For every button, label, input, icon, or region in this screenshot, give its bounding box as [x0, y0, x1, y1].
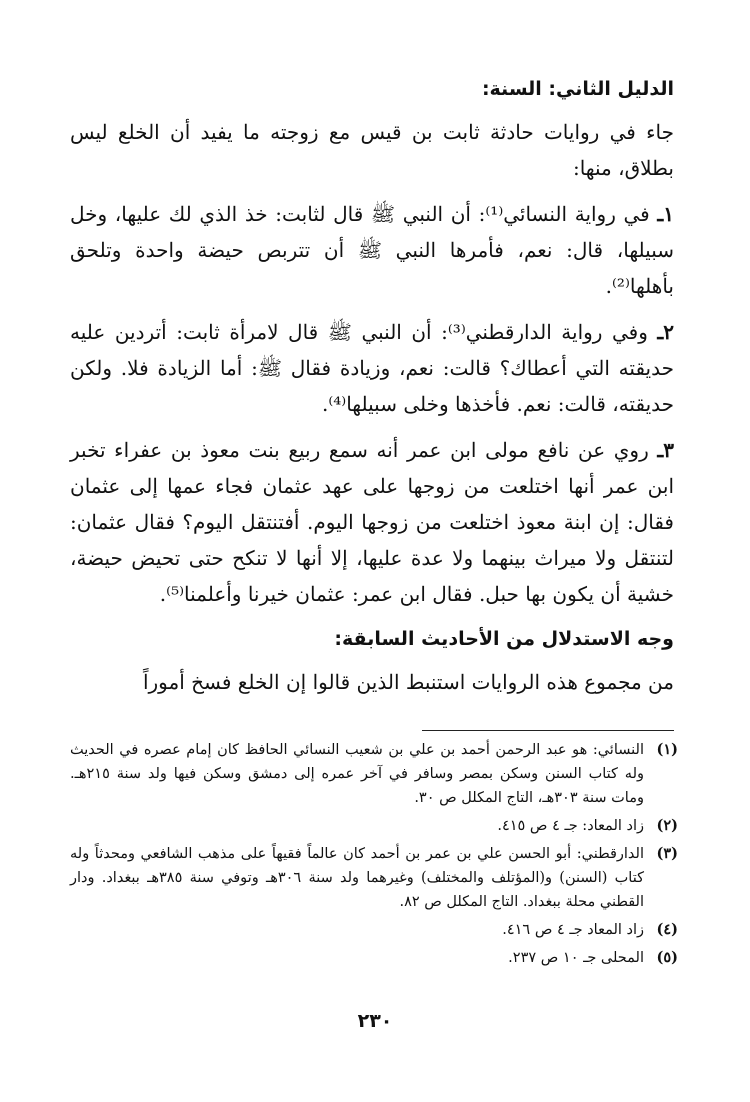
conclusion-paragraph: من مجموع هذه الروايات استنبط الذين قالوا إن الخلع فسخ أموراً [142, 670, 674, 694]
narration-number: ١ـ [657, 202, 674, 226]
narration-3 [70, 432, 674, 612]
footnote-marker: (٥) [656, 949, 678, 966]
narration-text: في رواية النسائي⁽¹⁾: أن النبي ﷺ قال لثابت: خذ الذي لك عليها، وخل سبيلها، قال: نعم، فأمرها النبي ﷺ أن تتربص حيضة واحدة وتلحق بأهلها⁽²⁾. [70, 202, 674, 298]
footnote-text: الدارقطني: أبو الحسن علي بن عمر بن أحمد كان عالماً فقيهاً على مذهب الشافعي ومحدثاً وله كتاب (السنن) و(المؤتلف والمختلف) وغيرهما ولد سنة ٣٠٦هـ وتوفي سنة ٣٨٥هـ ببغداد. ودار القطني محلة ببغداد. التاج المكلل ص ٨٢. [70, 846, 644, 910]
section-heading-sunnah: الدليل الثاني: السنة: [481, 78, 674, 100]
narration-1 [70, 196, 674, 304]
page-number: ٢٣٠ [357, 1010, 393, 1032]
footnote-text: النسائي: هو عبد الرحمن أحمد بن علي بن شعيب النسائي الحافظ كان إمام عصره في الحديث وله كتاب السنن وسكن بمصر وسافر في آخر عمره إلى دمشق وسكن فيها ولد سنة ٢١٥هـ. ومات سنة ٣٠٣هـ، التاج المكلل ص ٣٠. [70, 742, 644, 806]
footnote-marker: (٢) [656, 817, 678, 834]
section-heading-inference: وجه الاستدلال من الأحاديث السابقة: [334, 628, 674, 650]
narration-number: ٢ـ [657, 320, 674, 344]
narration-number: ٣ـ [657, 438, 674, 462]
narration-text: روي عن نافع مولى ابن عمر أنه سمع ربيع بنت معوذ بن عفراء تخبر ابن عمر أنها اختلعت من زوجها على عهد عثمان فجاء عمها إلى عثمان فقال: إن ابنة معوذ اختلعت من زوجها اليوم. أفتنتقل اليوم؟ فقال عثمان: لتنتقل ولا ميراث بينهما ولا عدة عليها، إلا أنها لا تنكح حتى تحيض حيضة، خشية أن يكون بها حبل. فقال ابن عمر: عثمان خيرنا وأعلمنا⁽⁵⁾. [70, 438, 674, 606]
footnote-item [70, 814, 678, 838]
footnote-item [70, 918, 678, 942]
intro-paragraph: جاء في روايات حادثة ثابت بن قيس مع زوجته ما يفيد أن الخلع ليس بطلاق، منها: [70, 120, 674, 180]
footnote-text: زاد المعاد: جـ ٤ ص ٤١٥. [497, 818, 644, 834]
footnote-text: المحلى جـ ١٠ ص ٢٣٧. [508, 950, 644, 966]
footnote-item [70, 946, 678, 970]
footnote-marker: (١) [656, 741, 678, 758]
narration-text: وفي رواية الدارقطني⁽³⁾: أن النبي ﷺ قال لامرأة ثابت: أتردين عليه حديقته التي أعطاك؟ قالت: نعم، وزيادة فقال ﷺ: أما الزيادة فلا. ولكن حديقته، قالت: نعم. فأخذها وخلى سبيلها⁽⁴⁾. [70, 320, 674, 416]
footnote-item [70, 842, 678, 914]
footnote-marker: (٣) [656, 845, 678, 862]
narration-2 [70, 314, 674, 422]
footnotes [70, 738, 678, 974]
footnote-item [70, 738, 678, 810]
footnote-text: زاد المعاد جـ ٤ ص ٤١٦. [502, 922, 644, 938]
main-text [70, 72, 674, 710]
footnote-divider [422, 730, 674, 731]
footnote-marker: (٤) [656, 921, 678, 938]
